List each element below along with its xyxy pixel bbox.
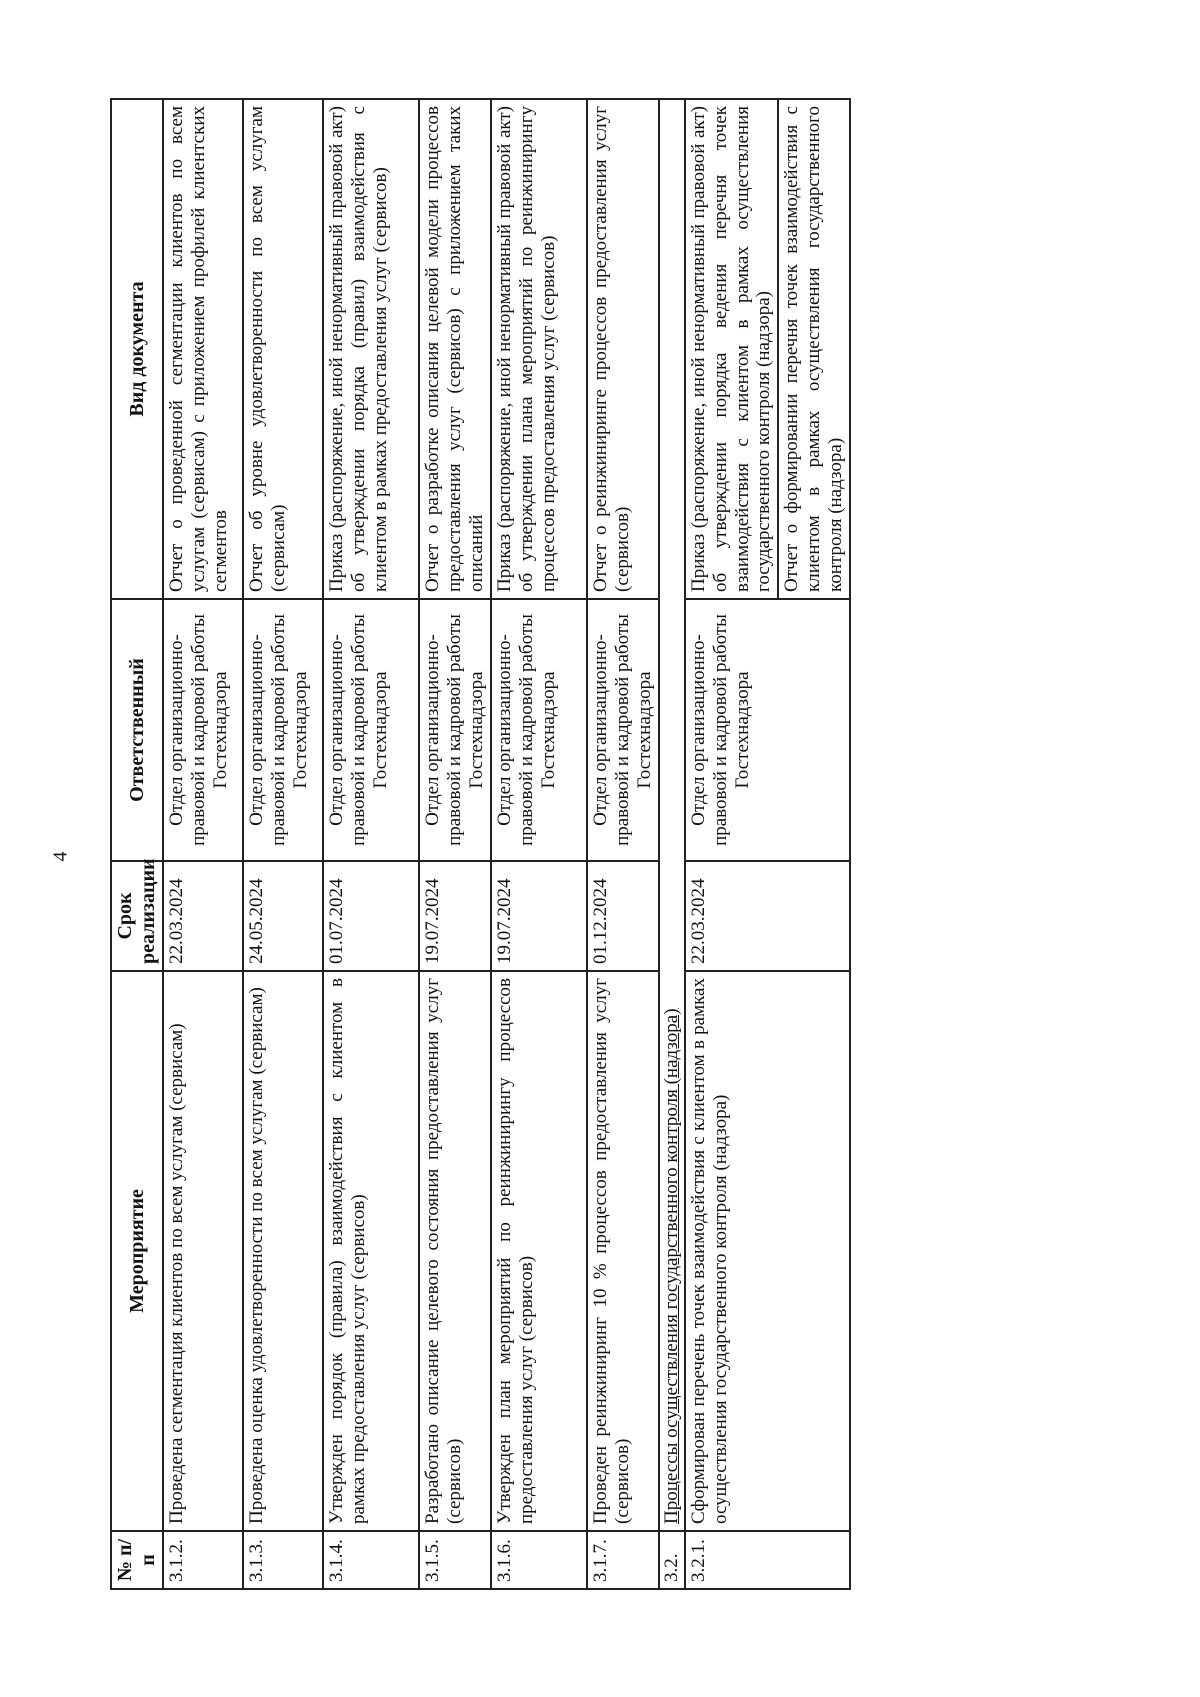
row-doc-type: Отчет о разработке описания целевой модели процессов предоставления услуг (сервисов) с приложением таких описаний [419, 99, 491, 599]
table-row [685, 99, 850, 1589]
row-deadline: 24.05.2024 [243, 861, 323, 971]
row-deadline: 22.03.2024 [163, 861, 243, 971]
table-row [323, 99, 419, 1589]
doc-type-report: Отчет о формировании перечня точек взаимодействия с клиентом в рамках осуществления государственного контроля (надзора) [777, 100, 847, 598]
row-deadline: 01.07.2024 [323, 861, 419, 971]
row-responsible: Отдел организационно-правовой и кадровой работы Гостехнадзора [491, 599, 587, 861]
row-doc-type: Приказ (распоряжение, иной ненормативный правовой акт) об утверждении порядка (правил) взаимодействия с клиентом в рамках предоставления услуг (сервисов) [323, 99, 419, 599]
row-num: 3.1.6. [491, 1531, 587, 1589]
row-responsible: Отдел организационно-правовой и кадровой работы Гостехнадзора [587, 599, 659, 861]
row-num: 3.1.4. [323, 1531, 419, 1589]
header-deadline: Срок реализации [111, 861, 163, 971]
row-num: 3.1.7. [587, 1531, 659, 1589]
row-responsible: Отдел организационно-правовой и кадровой работы Гостехнадзора [419, 599, 491, 861]
section-num: 3.2. [659, 1531, 685, 1589]
row-doc-type: Отчет о проведенной сегментации клиентов по всем услугам (сервисам) с приложением профилей клиентских сегментов [163, 99, 243, 599]
row-responsible: Отдел организационно-правовой и кадровой работы Гостехнадзора [163, 599, 243, 861]
row-event: Сформирован перечень точек взаимодействия с клиентом в рамках осуществления государственного контроля (надзора) [685, 971, 850, 1531]
header-responsible: Ответственный [111, 599, 163, 861]
row-event: Утвержден порядок (правила) взаимодействия с клиентом в рамках предоставления услуг (сервисов) [323, 971, 419, 1531]
row-num: 3.1.3. [243, 1531, 323, 1589]
row-doc-type: Отчет об уровне удовлетворенности по всем услугам (сервисам) [243, 99, 323, 599]
row-deadline: 19.07.2024 [491, 861, 587, 971]
table-row [419, 99, 491, 1589]
section-title-cell [659, 99, 685, 1531]
row-doc-type [685, 99, 850, 599]
table-row [163, 99, 243, 1589]
row-event: Проведена сегментация клиентов по всем услугам (сервисам) [163, 971, 243, 1531]
section-row [659, 99, 685, 1589]
row-doc-type: Приказ (распоряжение, иной ненормативный правовой акт) об утверждении плана мероприятий по реинжинирингу процессов предоставления услуг (сервисов) [491, 99, 587, 599]
table-row [243, 99, 323, 1589]
section-title: Процессы осуществления государственного контроля (надзора) [661, 1008, 682, 1524]
plan-table [110, 98, 851, 1590]
doc-type-order: Приказ (распоряжение, иной ненормативный правовой акт) об утверждении порядка ведения перечня точек взаимодействия с клиентом в рамках осуществления государственного контроля (надзора) [687, 106, 775, 592]
table-header-row [111, 99, 163, 1589]
row-deadline: 22.03.2024 [685, 861, 850, 971]
row-event: Утвержден план мероприятий по реинжинирингу процессов предоставления услуг (сервисов) [491, 971, 587, 1531]
row-num: 3.1.5. [419, 1531, 491, 1589]
row-event: Разработано описание целевого состояния предоставления услуг (сервисов) [419, 971, 491, 1531]
header-event: Мероприятие [111, 971, 163, 1531]
landscape-page [110, 90, 1140, 1590]
row-responsible: Отдел организационно-правовой и кадровой работы Гостехнадзора [323, 599, 419, 861]
row-event: Проведена оценка удовлетворенности по всем услугам (сервисам) [243, 971, 323, 1531]
row-num: 3.1.2. [163, 1531, 243, 1589]
row-doc-type: Отчет о реинжиниринге процессов предоставления услуг (сервисов) [587, 99, 659, 599]
table-row [491, 99, 587, 1589]
row-num: 3.2.1. [685, 1531, 850, 1589]
header-num: № п/п [111, 1531, 163, 1589]
row-event: Проведен реинжиниринг 10 % процессов предоставления услуг (сервисов) [587, 971, 659, 1531]
row-deadline: 19.07.2024 [419, 861, 491, 971]
row-responsible: Отдел организационно-правовой и кадровой работы Гостехнадзора [685, 599, 850, 861]
page-number: 4 [49, 851, 72, 862]
table-row [587, 99, 659, 1589]
row-deadline: 01.12.2024 [587, 861, 659, 971]
header-doc-type: Вид документа [111, 99, 163, 599]
row-responsible: Отдел организационно-правовой и кадровой работы Гостехнадзора [243, 599, 323, 861]
